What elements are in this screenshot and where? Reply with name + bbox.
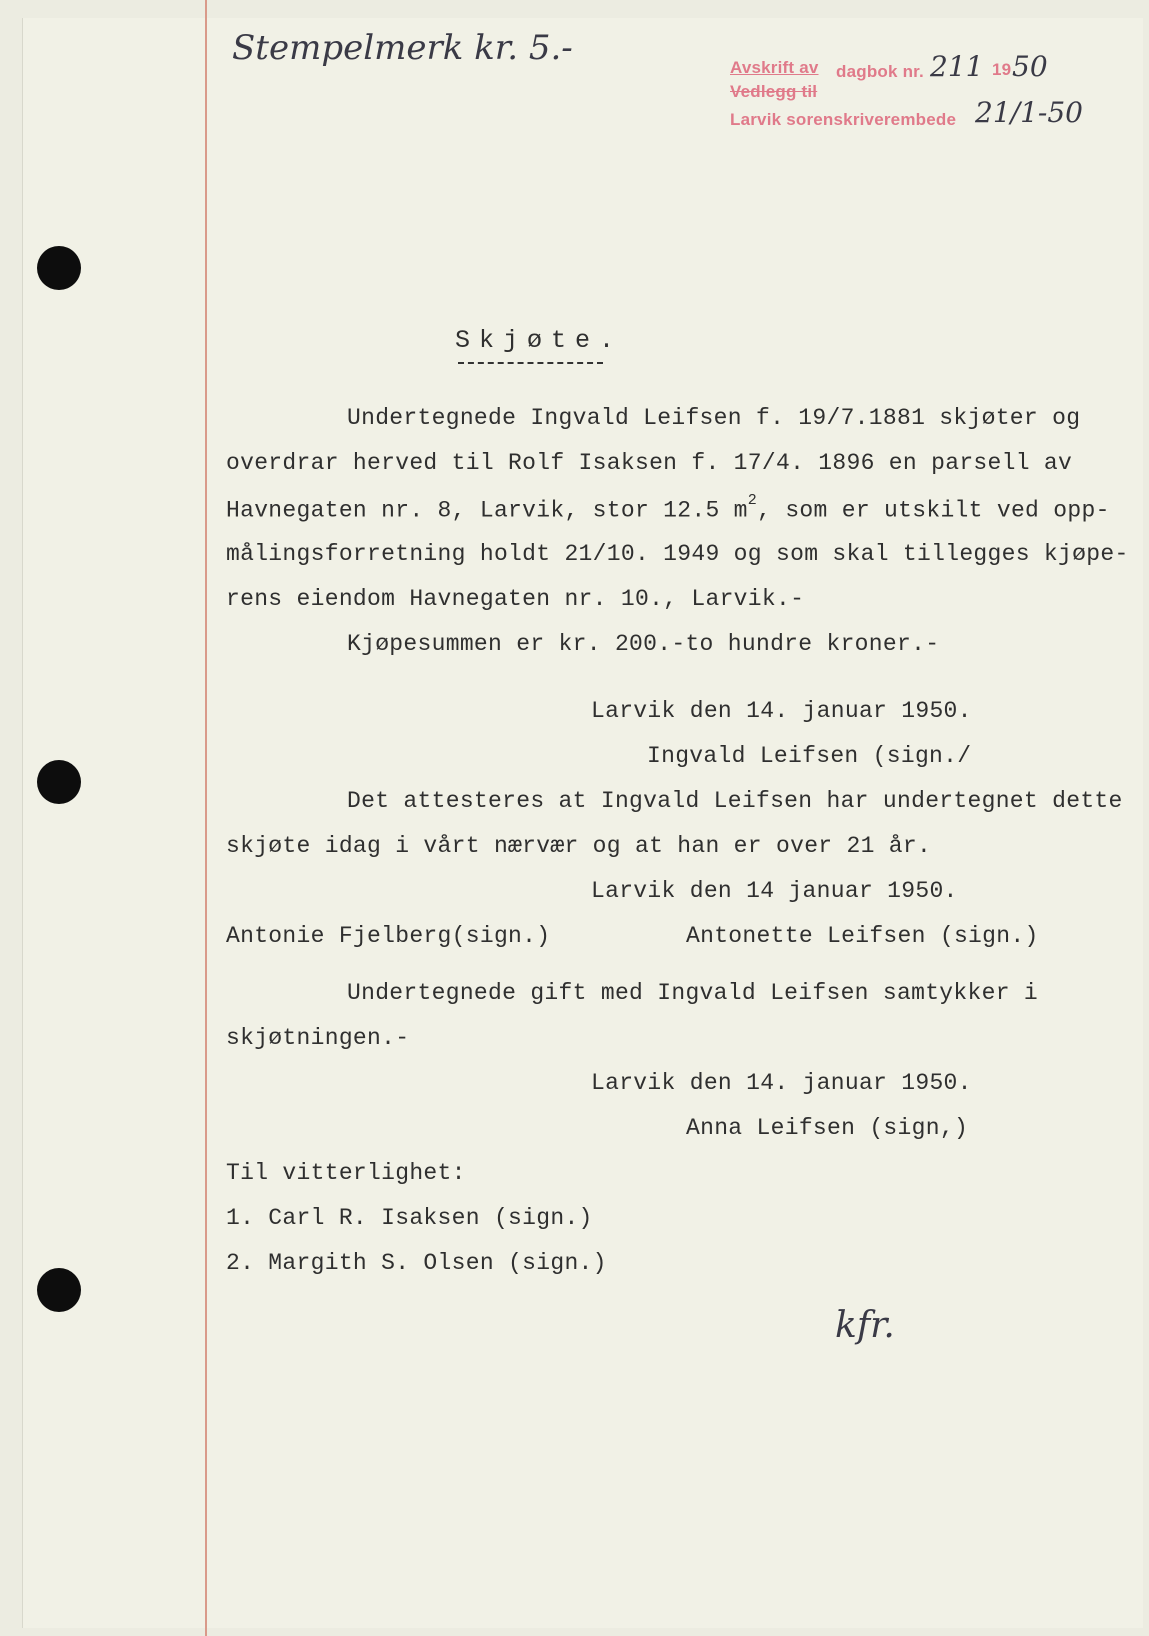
stamp-dagbok-number: 211 [930, 50, 984, 83]
consent-line: skjøtningen.- [226, 1025, 410, 1051]
attest-line: skjøte idag i vårt nærvær og at han er over 21 år. [226, 833, 932, 859]
price-line: Kjøpesummen er kr. 200.-to hundre kroner.- [347, 631, 940, 657]
body-line: Undertegnede Ingvald Leifsen f. 19/7.1881 skjøter og [347, 405, 1081, 431]
stamp-struck-line: Vedlegg til [730, 82, 818, 101]
stamp-office: Larvik sorenskriverembede [730, 110, 957, 129]
area-tail: , som er utskilt ved opp- [757, 497, 1110, 524]
witness-left: Antonie Fjelberg(sign.) [226, 923, 551, 949]
witness-right: Antonette Leifsen (sign.) [686, 923, 1039, 949]
signature-spouse: Anna Leifsen (sign,) [686, 1115, 969, 1141]
stamp-year-handwritten: 50 [1012, 50, 1048, 83]
witness-item: 1. Carl R. Isaksen (sign.) [226, 1205, 593, 1231]
body-line: rens eiendom Havnegaten nr. 10., Larvik.- [226, 586, 805, 612]
witness-heading: Til vitterlighet: [226, 1160, 466, 1186]
stamp-year-printed: 19 [992, 60, 1012, 79]
area-text: Havnegaten nr. 8, Larvik, stor 12.5 m [226, 497, 748, 524]
stamp-duty-note: Stempelmerk kr. 5.- [232, 28, 573, 68]
stamp-dagbok-label: dagbok nr. [836, 62, 924, 81]
place-date-1: Larvik den 14. januar 1950. [591, 698, 972, 724]
document-page [22, 18, 1143, 1628]
body-line: målingsforretning holdt 21/10. 1949 og som skal tillegges kjøpe- [226, 541, 1129, 567]
place-date-3: Larvik den 14. januar 1950. [591, 1070, 972, 1096]
handwritten-initials: kfr. [835, 1305, 895, 1346]
witness-item: 2. Margith S. Olsen (sign.) [226, 1250, 607, 1276]
consent-line: Undertegnede gift med Ingvald Leifsen samtykker i [347, 980, 1039, 1006]
title-underline [458, 362, 603, 364]
punch-hole-bottom [37, 1268, 81, 1312]
place-date-2: Larvik den 14 januar 1950. [591, 878, 958, 904]
area-superscript: 2 [747, 492, 758, 509]
stamp-prefix: Avskrift av [730, 58, 819, 77]
margin-rule [205, 0, 207, 1636]
punch-hole-middle [37, 760, 81, 804]
body-line: overdrar herved til Rolf Isaksen f. 17/4. 1896 en parsell av [226, 450, 1073, 476]
body-line [226, 492, 1110, 524]
stamp-date-handwritten: 21/1-50 [975, 96, 1083, 129]
punch-hole-top [37, 246, 81, 290]
attest-line: Det attesteres at Ingvald Leifsen har undertegnet dette [347, 788, 1123, 814]
document-title: Skjøte. [455, 326, 624, 355]
signature-seller: Ingvald Leifsen (sign./ [647, 743, 972, 769]
